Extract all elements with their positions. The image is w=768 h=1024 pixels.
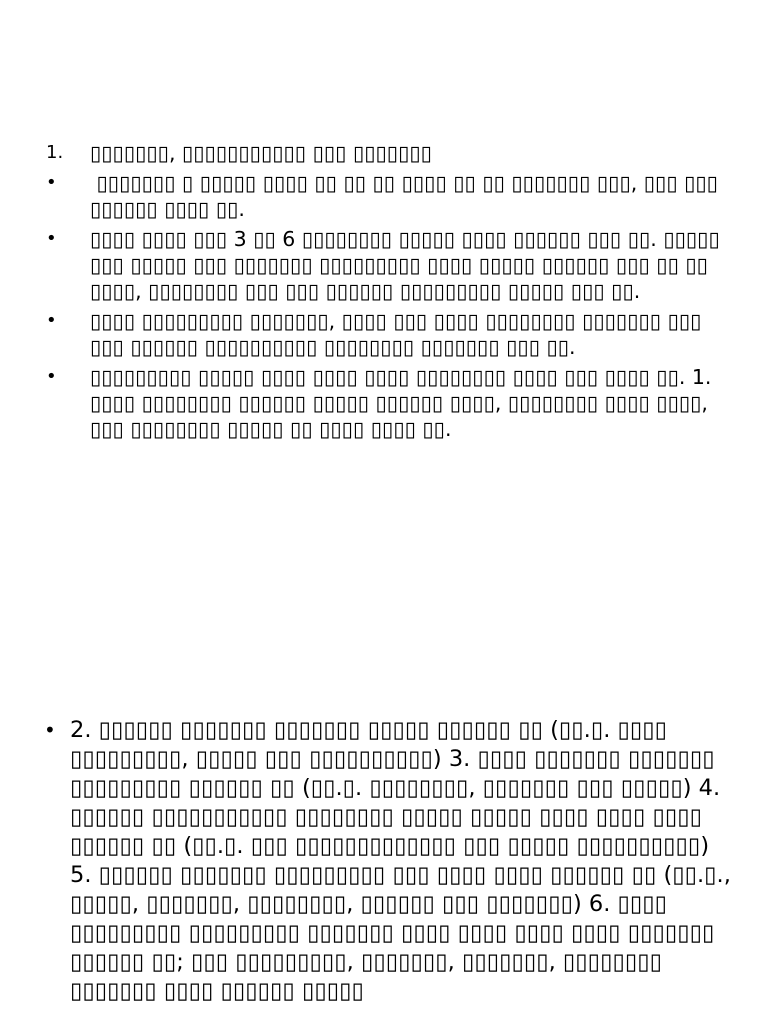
bullet-icon: • — [46, 366, 57, 387]
list-number: 1. — [46, 142, 64, 163]
list-item — [46, 364, 736, 442]
heading-text: ▯▯▯▯▯▯▯, ▯▯▯▯▯▯▯▯▯▯▯ ▯▯▯ ▯▯▯▯▯▯▯ — [90, 141, 432, 165]
bullet-icon: • — [44, 718, 56, 742]
bullet-icon: • — [46, 172, 57, 193]
list-item — [46, 170, 736, 222]
slide-2 — [0, 512, 768, 1024]
bullet-list — [44, 716, 739, 1006]
list-item — [46, 226, 736, 304]
list-item-text: 2. ▯▯▯▯▯▯ ▯▯▯▯▯▯▯ ▯▯▯▯▯▯▯ ▯▯▯▯▯ ▯▯▯▯▯▯ ▯▯ (▯▯.▯. ▯▯▯▯ ▯▯▯▯▯▯▯▯▯, ▯▯▯▯▯ ▯▯▯ ▯▯▯▯▯▯▯▯▯▯) 3. ▯▯▯▯ ▯▯▯▯▯▯▯ ▯▯▯▯▯▯▯ ▯▯▯▯▯▯▯▯▯ ▯▯▯▯▯▯ ▯▯ (▯▯.▯. ▯▯▯▯▯▯▯▯, ▯▯▯▯▯▯▯ ▯▯▯ ▯▯▯▯▯) 4. ▯▯▯▯▯▯ ▯▯▯▯▯▯▯▯▯▯▯ ▯▯▯▯▯▯▯▯ ▯▯▯▯▯ ▯▯▯▯▯ ▯▯▯▯ ▯▯▯▯ ▯▯▯▯ ▯▯▯▯▯▯ ▯▯ (▯▯.▯. ▯▯▯ ▯▯▯▯▯▯▯▯▯▯▯▯▯ ▯▯▯ ▯▯▯▯▯ ▯▯▯▯▯▯▯▯▯▯) 5. ▯▯▯▯▯▯ ▯▯▯▯▯▯▯ ▯▯▯▯▯▯▯▯▯ ▯▯▯ ▯▯▯▯ ▯▯▯▯ ▯▯▯▯▯▯ ▯▯ (▯▯.▯., ▯▯▯▯▯, ▯▯▯▯▯▯▯, ▯▯▯▯▯▯▯▯, ▯▯▯▯▯▯ ▯▯▯ ▯▯▯▯▯▯▯) 6. ▯▯▯▯ ▯▯▯▯▯▯▯▯▯ ▯▯▯▯▯▯▯▯▯ ▯▯▯▯▯▯▯ ▯▯▯▯ ▯▯▯▯ ▯▯▯▯ ▯▯▯▯ ▯▯▯▯▯▯▯ ▯▯▯▯▯▯ ▯▯; ▯▯▯ ▯▯▯▯▯▯▯▯▯, ▯▯▯▯▯▯▯, ▯▯▯▯▯▯▯, ▯▯▯▯▯▯▯▯ ▯▯▯▯▯▯▯ ▯▯▯▯ ▯▯▯▯▯▯ ▯▯▯▯▯ — [70, 717, 739, 1004]
list-item-text: ▯▯▯▯▯▯▯▯▯ ▯▯▯▯▯ ▯▯▯▯ ▯▯▯▯ ▯▯▯▯ ▯▯▯▯▯▯▯▯ ▯▯▯▯ ▯▯▯ ▯▯▯▯ ▯▯. 1. ▯▯▯▯ ▯▯▯▯▯▯▯▯ ▯▯▯▯▯▯ ▯▯▯▯▯ ▯▯▯▯▯▯ ▯▯▯▯, ▯▯▯▯▯▯▯▯ ▯▯▯▯ ▯▯▯▯, ▯▯▯ ▯▯▯▯▯▯▯▯ ▯▯▯▯▯ ▯▯ ▯▯▯▯ ▯▯▯▯ ▯▯. — [90, 365, 718, 441]
list-item-text: ▯▯▯▯ ▯▯▯▯▯▯▯▯▯ ▯▯▯▯▯▯▯, ▯▯▯▯ ▯▯▯ ▯▯▯▯ ▯▯▯▯▯▯▯▯ ▯▯▯▯▯▯▯ ▯▯▯ ▯▯▯ ▯▯▯▯▯▯ ▯▯▯▯▯▯▯▯▯▯ ▯▯▯▯▯▯▯▯ ▯▯▯▯▯▯▯ ▯▯▯ ▯▯. — [90, 309, 708, 359]
list-item — [44, 716, 739, 1006]
numbered-list — [46, 140, 736, 442]
list-item-text: ▯▯▯▯ ▯▯▯▯ ▯▯▯ 3 ▯▯ 6 ▯▯▯▯▯▯▯▯ ▯▯▯▯▯ ▯▯▯▯ ▯▯▯▯▯▯ ▯▯▯ ▯▯. ▯▯▯▯▯ ▯▯▯ ▯▯▯▯▯ ▯▯▯ ▯▯▯▯▯▯▯ ▯▯▯▯▯▯▯▯▯ ▯▯▯▯ ▯▯▯▯▯ ▯▯▯▯▯▯ ▯▯▯ ▯▯ ▯▯ ▯▯▯▯, ▯▯▯▯▯▯▯▯ ▯▯▯ ▯▯▯ ▯▯▯▯▯▯ ▯▯▯▯▯▯▯▯▯ ▯▯▯▯▯ ▯▯▯ ▯▯. — [90, 227, 727, 303]
list-item-text: ▯▯▯▯▯▯▯ ▯ ▯▯▯▯▯ ▯▯▯▯ ▯▯ ▯▯ ▯▯ ▯▯▯▯ ▯▯ ▯▯ ▯▯▯▯▯▯▯ ▯▯▯, ▯▯▯ ▯▯▯ ▯▯▯▯▯▯ ▯▯▯▯ ▯▯. — [90, 171, 725, 221]
bullet-icon: • — [46, 310, 57, 331]
list-item — [46, 308, 736, 360]
list-heading — [46, 140, 736, 166]
bullet-icon: • — [46, 228, 57, 249]
